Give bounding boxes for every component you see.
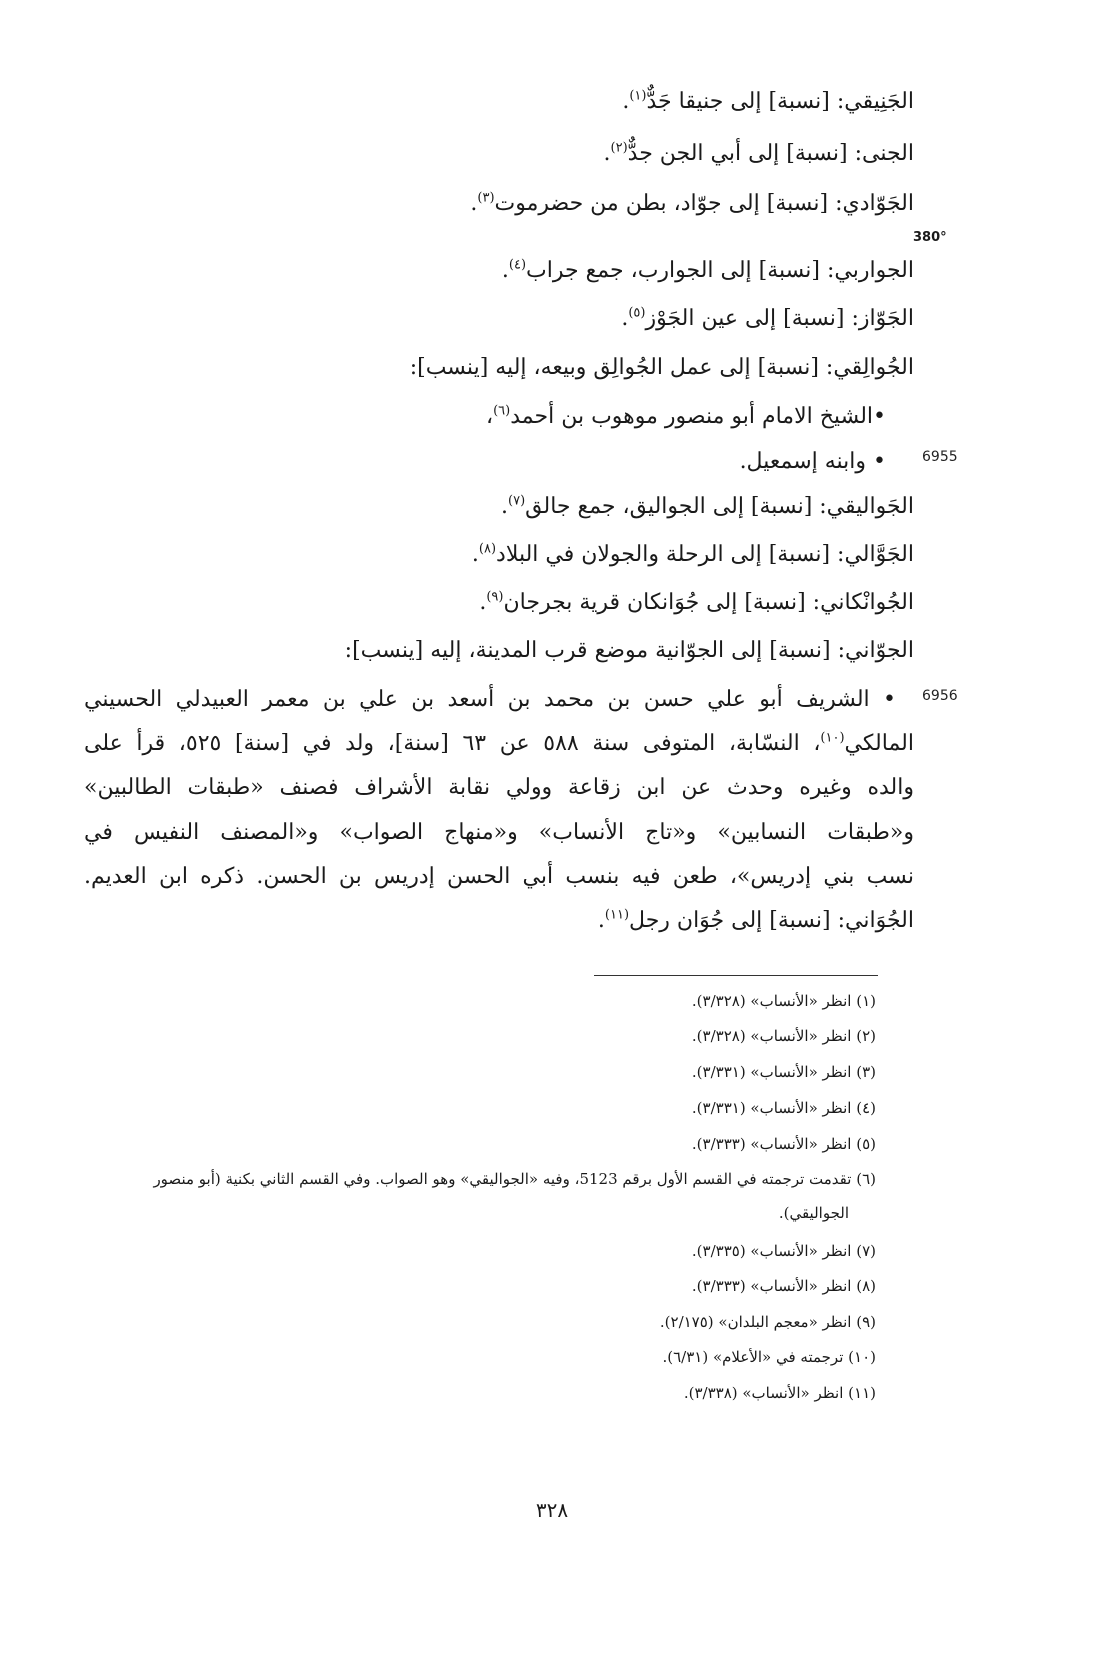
footnote: (٣) انظر «الأنساب» (٣/٣٣١). [691,1063,876,1081]
footnote: (٢) انظر «الأنساب» (٣/٣٢٨). [691,1027,876,1045]
footnote: (٧) انظر «الأنساب» (٣/٣٣٥). [691,1242,876,1260]
entry-line: الجواربي: [نسبة] إلى الجوارب، جمع جراب$^{(٤)}$. [501,257,914,283]
margin-marker: 380° [913,230,947,245]
footnote: (٩) انظر «معجم البلدان» (٢/١٧٥). [659,1313,876,1331]
paragraph-line: المالكي$^{(١٠)}$، النسّابة، المتوفى سنة ٥٨٨ عن ٦٣ [سنة]، ولد في [سنة] ٥٢٥، قرأ على [84,730,914,756]
entry-line: الجُوَاني: [نسبة] إلى جُوَان رجل$^{(١١)}$. [597,907,914,933]
entry-line: الجوّاني: [نسبة] إلى الجوّانية موضع قرب المدينة، إليه [ينسب]: [344,638,914,663]
footnote-continuation: الجواليقي). [778,1204,849,1222]
entry-line: الجَوّاز: [نسبة] إلى عين الجَوْز$^{(٥)}$. [621,305,914,331]
footnote: (١) انظر «الأنساب» (٣/٣٢٨). [691,992,876,1010]
entry-line: الجَوَّالي: [نسبة] إلى الرحلة والجولان في البلاد$^{(٨)}$. [471,541,914,567]
person-line: • الشريف أبو علي حسن بن محمد بن أسعد بن علي بن معمر العبيدلي الحسيني [84,687,896,712]
entry-line: الجنى: [نسبة] إلى أبي الجن جدٌّ$^{(٢)}$. [603,140,914,166]
entry-number: 6956 [922,688,958,704]
paragraph-line: والده وغيره وحدث عن ابن زقاعة وولي نقابة الأشراف فصنف «طبقات الطالبين» [84,775,914,800]
entry-line: الجُوانْكاني: [نسبة] إلى جُوَانكان قرية بجرجان$^{(٩)}$. [479,589,914,615]
entry-line: الجَواليقي: [نسبة] إلى الجواليق، جمع جالق$^{(٧)}$. [501,493,914,519]
entry-line: الجُوالِقي: [نسبة] إلى عمل الجُوالِق وبيعه، إليه [ينسب]: [409,355,914,380]
entry-line: الجَوّادي: [نسبة] إلى جوّاد، بطن من حضرموت$^{(٣)}$. [470,190,914,216]
footnote: (٦) تقدمت ترجمته في القسم الأول برقم 5123، وفيه «الجواليقي» وهو الصواب. وفي القسم الثاني بكنية (أبو منصور [153,1170,876,1188]
entry-line: الجَنِيقي: [نسبة] إلى جنيقا جَدٌّ$^{(١)}$. [622,88,914,114]
footnote: (٨) انظر «الأنساب» (٣/٣٣٣). [691,1277,876,1295]
person-line: • وابنه إسمعيل. [739,449,886,474]
page-number: ٣٢٨ [535,1498,569,1522]
footnote: (٤) انظر «الأنساب» (٣/٣٣١). [691,1099,876,1117]
paragraph-line: نسب بني إدريس»، طعن فيه بنسب أبي الحسن إدريس بن الحسن. ذكره ابن العديم. [84,864,914,889]
footnote-divider [594,975,878,976]
person-line: •الشيخ الامام أبو منصور موهوب بن أحمد$^{(٦)}$، [485,403,886,429]
paragraph-line: و«طبقات النسابين» و«تاج الأنساب» و«منهاج الصواب» و«المصنف النفيس في [84,820,914,845]
footnote: (٥) انظر «الأنساب» (٣/٣٣٣). [691,1135,876,1153]
footnote: (١١) انظر «الأنساب» (٣/٣٣٨). [683,1384,876,1402]
entry-number: 6955 [922,449,958,465]
footnote: (١٠) ترجمته في «الأعلام» (٦/٣١). [662,1348,876,1366]
